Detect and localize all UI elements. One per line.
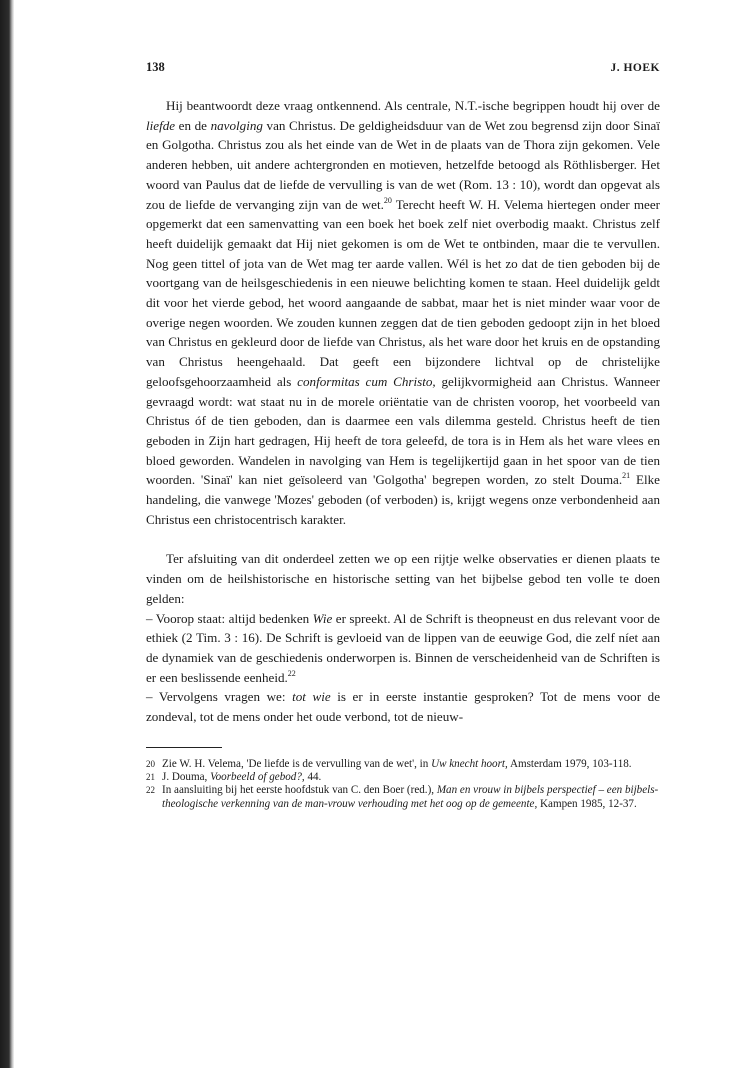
emphasis-liefde: liefde [146,117,176,133]
footnotes [146,758,660,811]
scan-edge-shadow [0,0,14,1068]
footnote-ref-22: 22 [287,668,296,678]
footnote-20: 20 Zie W. H. Velema, 'De liefde is de vervulling van de wet', in Uw knecht hoort, Amsterdam 1979, 103-118. [146,757,632,770]
paragraph-gap [146,529,660,549]
footnote-22: 22 In aansluiting bij het eerste hoofdstuk van C. den Boer (red.), Man en vrouw in bijbels perspectief – een bijbels-theologische verkenning van de man-vrouw verhouding met het oog op de gemeente, Kampen 1985, 12-37. [146,784,659,810]
book-page [146,60,660,811]
observation-item-1: – Voorop staat: altijd bedenken Wie er spreekt. Al de Schrift is theopneust en dus relevant voor de ethiek (2 Tim. 3 : 16). De Schrift is gevloeid van de lippen van de eeuwige God, die zelf níet aan de dynamiek van de geschiedenis onderworpen is. Binnen de verscheidenheid van de Schriften is er een beslissende eenheid.$^{22}$ [146,610,660,685]
page-number: 138 [146,60,165,74]
emphasis-tot-wie: tot wie [292,689,331,705]
footnote-21: 21 J. Douma, Voorbeeld of gebod?, 44. [146,771,322,784]
running-head-author: J. HOEK [610,62,660,74]
running-header [146,60,660,96]
footnote-divider [146,747,222,748]
body-paragraph-2: Ter afsluiting van dit onderdeel zetten we op een rijtje welke observaties er dienen plaats te vinden om de heilshistorische en historische setting van het bijbelse gebod ten volle te doen gelden: [146,551,660,606]
observation-item-2: – Vervolgens vragen we: tot wie is er in eerste instantie gesproken? Tot de mens voor de zondeval, tot de mens onder het oude verbond, tot de nieuw- [146,689,661,725]
emphasis-navolging: navolging [210,117,263,133]
footnote-ref-20: 20 [383,195,392,205]
emphasis-wie: Wie [312,610,333,626]
emphasis-conformitas: conformitas cum Christo, [297,373,436,389]
footnote-ref-21: 21 [622,471,631,481]
body-paragraph-1: Hij beantwoordt deze vraag ontkennend. Als centrale, N.T.-ische begrippen houdt hij over de liefde en de navolging van Christus. De geldigheidsduur van de Wet zou begrensd zijn door Sinaï en Golgotha. Christus zou als het einde van de Wet in de plaats van de Thora zijn gekomen. Vele anderen hebben, uit andere achtergronden en motieven, hetzelfde betoogd als Röthlisberger. Het woord van Paulus dat de liefde de vervulling is van de wet (Rom. 13 : 10), wordt dan opgevat als zou de liefde de vervanging zijn van de wet.$^{20}$ Terecht heeft W. H. Velema hiertegen onder meer opgemerkt dat een samenvatting van een boek het boek zelf niet overbodig maakt. Christus zelf heeft duidelijk gemaakt dat Hij niet gekomen is om de Wet te ontbinden, maar die te vervullen. Nog geen tittel of jota van de Wet mag ter aarde vallen. Wél is het zo dat de tien geboden bij de voortgang van de heilsgeschiedenis in een nieuwe belichting komen te staan. Heel duidelijk geldt dit voor het vierde gebod, het woord aangaande de sabbat, maar het is niet minder waar voor de overige negen woorden. We zouden kunnen zeggen dat de tien geboden gedoopt zijn in het bloed van Christus en gekleurd door de liefde van Christus, als het ware door het kruis en de opstanding van Christus heengehaald. Dat geeft een bijzondere lichtval op de christelijke geloofsgehoorzaamheid als conformitas cum Christo, gelijkvormigheid aan Christus. Wanneer gevraagd wordt: wat staat nu in de morele oriëntatie van de christen voorop, het voorbeeld van Christus óf de tien geboden, dan is daarmee een vals dilemma gesteld. Christus heeft de tien geboden in Zijn hart gedragen, Hij heeft de tora geleefd, de tora is in Hem als het ware vlees en bloed geworden. Wandelen in navolging van Hem is tegelijkertijd gaan in het spoor van de tien woorden. 'Sinaï' kan niet geïsoleerd van 'Golgotha' begrepen worden, zo stelt Douma.$^{21}$ Elke handeling, die vanwege 'Mozes' geboden (of verboden) is, krijgt wegens onze verbondenheid aan Christus een christocentrisch karakter. [146,98,661,527]
